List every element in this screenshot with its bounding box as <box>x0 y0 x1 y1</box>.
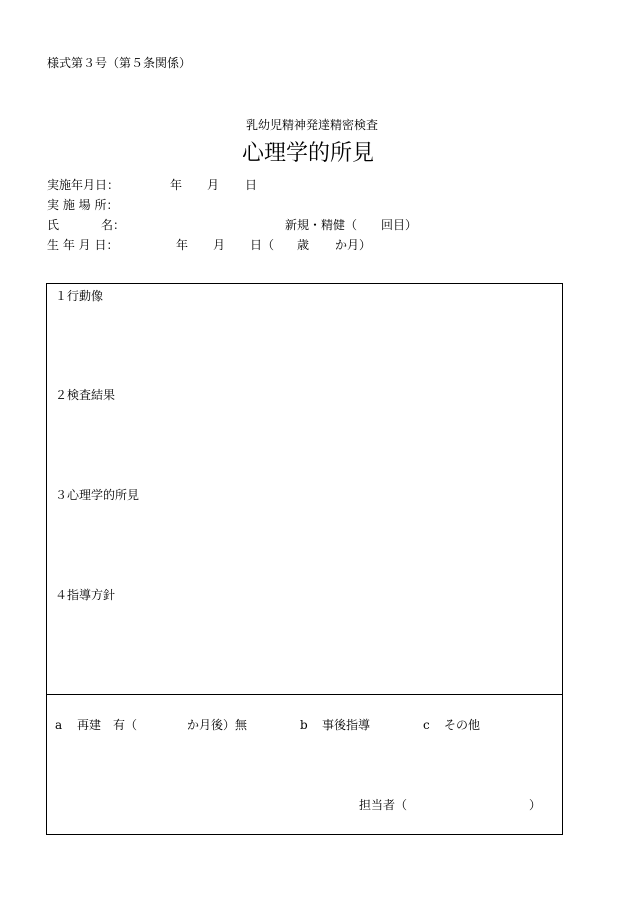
option-b-text: 事後指導 <box>322 718 371 732</box>
findings-box <box>46 283 563 835</box>
option-c-label: c <box>423 718 430 732</box>
age-years-unit: 歳 <box>297 238 310 252</box>
option-a-months: か月後）無 <box>187 718 248 732</box>
visit-type: 新規・精健（ 回目） <box>285 218 418 232</box>
person-in-charge-label: 担当者（ <box>359 798 408 812</box>
name-label-first: 氏 <box>47 218 60 232</box>
option-c-text: その他 <box>444 718 481 732</box>
option-b-label: b <box>300 718 308 732</box>
section-behavior: １行動像 <box>55 289 104 303</box>
birth-day-unit: 日（ <box>250 238 275 252</box>
section-test-results: ２検査結果 <box>55 388 116 402</box>
age-months-unit: か月） <box>335 238 372 252</box>
form-number: 様式第３号（第５条関係） <box>47 56 192 70</box>
implementation-month-unit: 月 <box>207 178 220 192</box>
option-a-text: 再建 有（ <box>77 718 138 732</box>
implementation-day-unit: 日 <box>245 178 258 192</box>
implementation-date-label: 実施年月日： <box>47 178 120 192</box>
birth-month-unit: 月 <box>213 238 226 252</box>
section-psychological-findings: ３心理学的所見 <box>55 488 140 502</box>
birth-year-unit: 年 <box>176 238 189 252</box>
section-guidance-policy: ４指導方針 <box>55 588 116 602</box>
document-title: 心理学的所見 <box>242 141 375 166</box>
implementation-year-unit: 年 <box>170 178 183 192</box>
date-of-birth-label: 生 年 月 日： <box>47 238 119 252</box>
option-a-label: a <box>55 718 63 732</box>
box-divider <box>47 694 562 695</box>
name-label-second: 名： <box>101 218 126 232</box>
person-in-charge-close: ） <box>529 798 542 812</box>
document-subtitle: 乳幼児精神発達精密検査 <box>246 118 379 132</box>
place-label: 実 施 場 所： <box>47 198 119 212</box>
